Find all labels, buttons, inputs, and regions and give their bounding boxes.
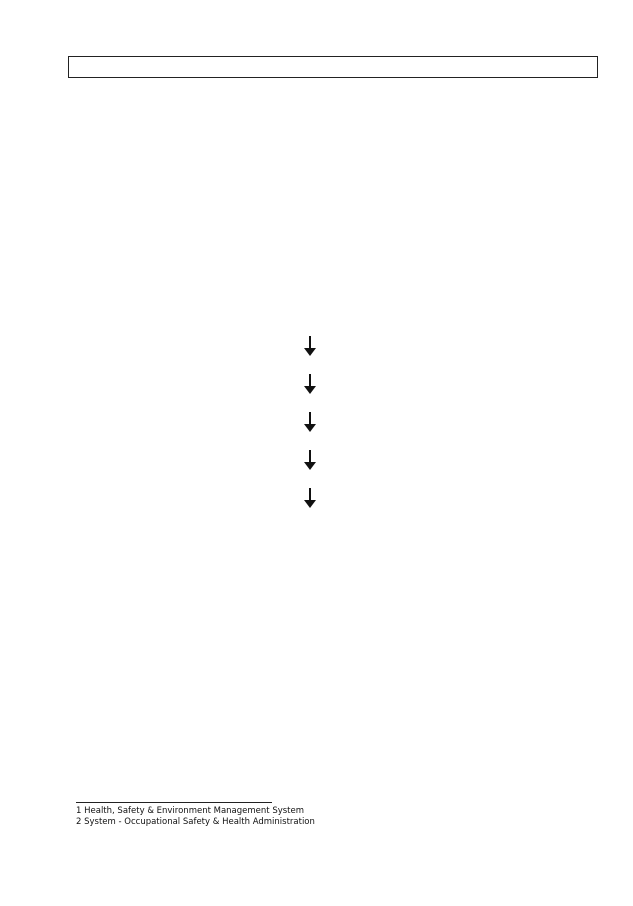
footnote-divider	[76, 802, 272, 803]
footnote-item: 2 System - Occupational Safety & Health Administration	[76, 817, 315, 827]
flowchart-step	[150, 318, 470, 334]
footnote-item: 1 Health, Safety & Environment Management System	[76, 806, 305, 816]
down-arrow-icon	[150, 372, 470, 394]
text-line	[76, 180, 591, 208]
text-line	[76, 124, 591, 152]
page-header	[68, 56, 598, 78]
down-arrow-icon	[150, 448, 470, 470]
flowchart-step	[150, 394, 470, 410]
text-line	[76, 152, 591, 180]
text-line	[76, 236, 591, 264]
flowchart-step	[150, 432, 470, 448]
down-arrow-icon	[150, 334, 470, 356]
text-line	[76, 96, 591, 124]
down-arrow-icon	[150, 410, 470, 432]
flowchart-step	[150, 470, 470, 486]
text-line	[76, 604, 591, 632]
down-arrow-icon	[150, 486, 470, 508]
standards-text	[76, 604, 591, 800]
text-line	[76, 208, 591, 236]
text-line	[76, 632, 591, 660]
text-line	[76, 716, 591, 744]
text-line	[76, 744, 591, 772]
training-flowchart	[150, 318, 470, 524]
text-line	[76, 292, 591, 320]
text-line	[76, 660, 591, 688]
text-line	[76, 264, 591, 292]
flowchart-step	[150, 508, 470, 524]
flowchart-step	[150, 356, 470, 372]
main-text	[76, 96, 591, 348]
footnotes	[76, 806, 315, 828]
text-line	[76, 772, 591, 800]
text-line	[76, 688, 591, 716]
